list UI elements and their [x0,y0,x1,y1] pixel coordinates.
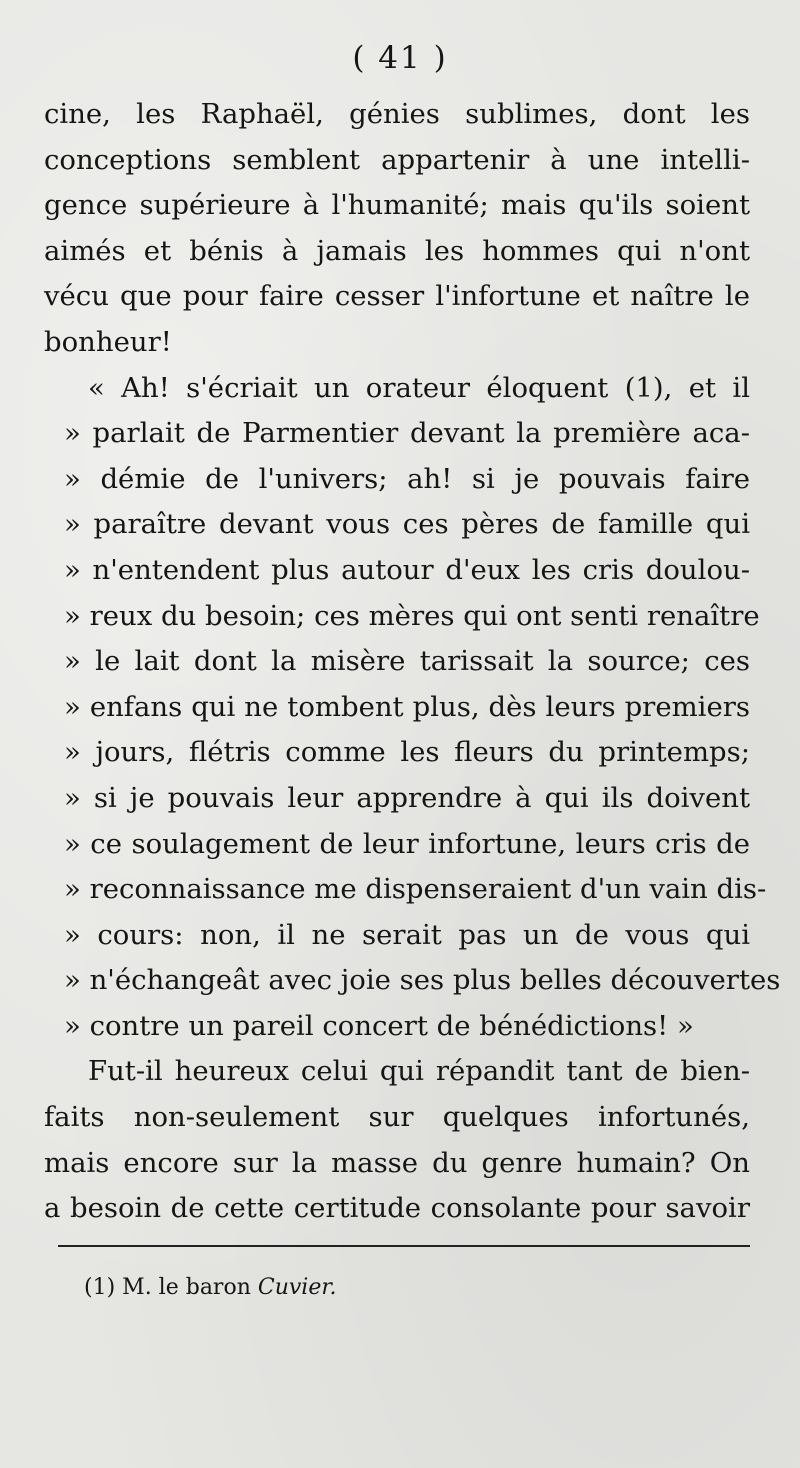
quote-line: « Ah! s'écriait un orateur éloquent (1), et il [88,371,750,404]
footnote [84,1273,336,1303]
quote-line: » n'entendent plus autour d'eux les cris doulou- [64,553,750,586]
footnote-text: M. le baron [122,1275,251,1300]
quote-line: » reux du besoin; ces mères qui ont senti renaître [64,599,760,632]
quote-line: » le lait dont la misère tarissait la source; ces [64,645,750,678]
footnote-name: Cuvier. [257,1275,337,1300]
quote-line: » paraître devant vous ces pères de famille qui [64,508,750,541]
quote-line: » si je pouvais leur apprendre à qui ils doivent [64,781,750,814]
text-line: gence supérieure à l'humanité; mais qu'ils soient [44,189,750,222]
page-number: ( 41 ) [352,40,448,76]
footnote-marker: (1) [84,1275,116,1300]
text-line: Fut-il heureux celui qui répandit tant de bien- [88,1055,750,1088]
quote-line: » n'échangeât avec joie ses plus belles découvertes [64,964,781,997]
text-line: a besoin de cette certitude consolante pour savoir [44,1192,750,1225]
footnote-rule [58,1245,750,1247]
quote-line: » reconnaissance me dispenseraient d'un vain dis- [64,873,767,906]
text-line: conceptions semblent appartenir à une intelli- [44,143,750,176]
body-text [44,92,781,1232]
quote-line: » contre un pareil concert de bénédictions! » [64,1009,694,1042]
text-line: aimés et bénis à jamais les hommes qui n'ont [44,234,750,267]
quote-line: » parlait de Parmentier devant la première aca- [64,417,750,450]
text-line: vécu que pour faire cesser l'infortune et naître le [44,280,750,313]
quote-line: » enfans qui ne tombent plus, dès leurs premiers [64,690,750,723]
text-line: faits non-seulement sur quelques infortunés, [44,1101,750,1134]
quote-line: » cours: non, il ne serait pas un de vous qui [64,918,750,951]
text-line: bonheur! [44,325,172,358]
text-line: cine, les Raphaël, génies sublimes, dont les [44,98,750,130]
quote-line: » jours, flétris comme les fleurs du printemps; [64,736,750,769]
quote-line: » ce soulagement de leur infortune, leurs cris de [64,827,750,860]
quote-line: » démie de l'univers; ah! si je pouvais faire [64,462,750,495]
text-line: mais encore sur la masse du genre humain? On [44,1146,750,1179]
